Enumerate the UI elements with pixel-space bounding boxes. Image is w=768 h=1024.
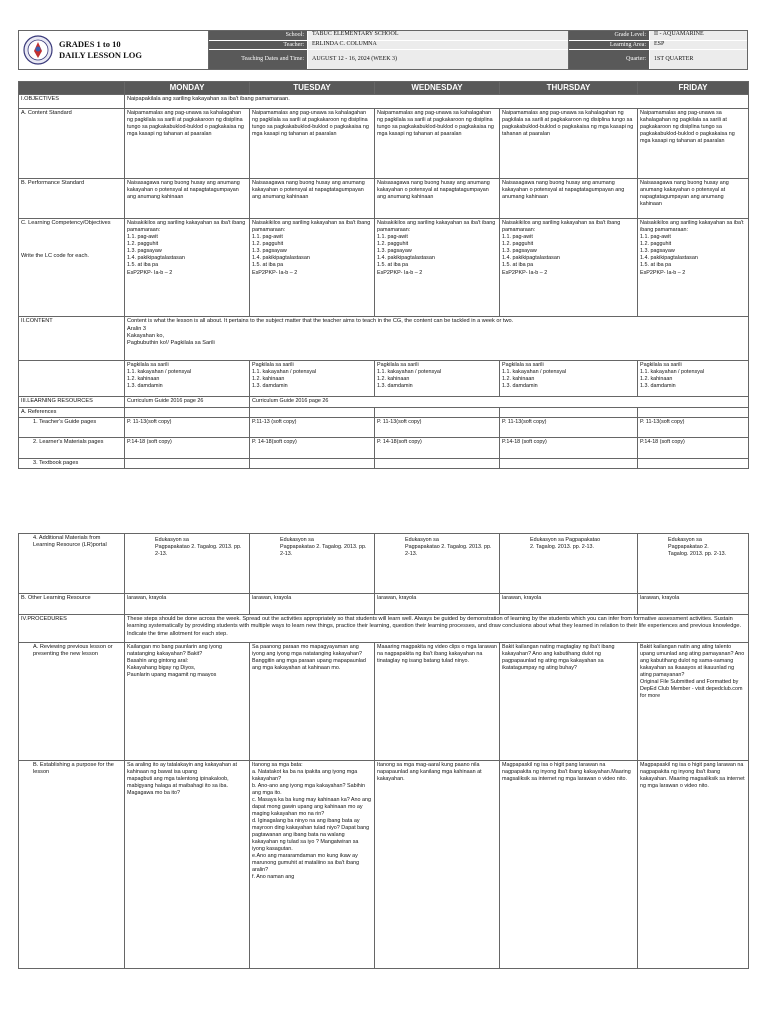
purpose-wednesday: Itanong sa mga mag-aaral kung paano nila napapaunlad ang kanilang mga kahinaan at kakayahan. [375, 761, 500, 969]
quarter-value: 1ST QUARTER [649, 50, 747, 69]
review-monday: Kailangan mo bang paunlarin ang iyong natatanging kakayahan? Bakit? Basahin ang gintong aral: Kakayahang bigay ng Diyos, Paunlarin upang magamit ng maayos [125, 643, 250, 761]
learning-resources-left: Curriculum Guide 2016 page 26 [125, 397, 250, 407]
learners-materials-wednesday: P. 14-18(soft copy) [375, 437, 500, 458]
additional-materials-label: 4. Additional Materials from Learning Resource (LR)portal [19, 534, 125, 594]
competency-sublabel: Write the LC code for each. [21, 252, 89, 259]
learners-materials-monday: P.14-18 (soft copy) [125, 437, 250, 458]
day-header-monday: MONDAY [125, 82, 250, 95]
content-standard-tuesday: Naipamamalas ang pag-unawa sa kahalagahan ng pagkilala sa sarili at pagkakaroon ng disiplina tungo sa pagkakabuklod-buklod o pagkakaisa ng mga kasapi ng tahanan at paaralan [250, 109, 375, 179]
day-header-wednesday: WEDNESDAY [375, 82, 500, 95]
other-resources-thursday: larawan, krayola [500, 594, 638, 615]
content-topics-row [19, 361, 749, 397]
other-resources-tuesday: larawan, krayola [250, 594, 375, 615]
learning-resources-label: III.LEARNING RESOURCES [19, 397, 125, 407]
additional-materials-tuesday: Edukasyon sa Pagpapakatao 2. Tagalog. 2013. pp. 2-13. [250, 534, 375, 594]
content-standard-label: A. Content Standard [19, 109, 125, 179]
header-school-block [209, 31, 569, 69]
log-header [18, 30, 748, 70]
objectives-text: Naipapakilala ang sariling kakayahan sa iba't ibang pamamaraan. [125, 95, 749, 109]
textbook-label: 3. Textbook pages [19, 458, 125, 468]
content-row [19, 317, 749, 361]
references-friday [638, 407, 749, 417]
lesson-table-2 [18, 533, 749, 969]
objectives-row [19, 95, 749, 109]
learning-resources-right: Curriculum Guide 2016 page 26 [250, 397, 749, 407]
review-thursday: Bakit kailangan nating magtaglay ng iba't ibang kakayahan? Ano ang kabutihang dulot ng pagpapaunlad ng ating mga kakayahan sa ikatatagumpay ng ating buhay? [500, 643, 638, 761]
purpose-thursday: Magpapaskil ng isa o higit pang larawan na nagpapakita ng inyong iba't ibang kakayahan.Maaring magsaliksik sa internet ng mga larawan o video nito. [500, 761, 638, 969]
area-label: Learning Area: [569, 41, 649, 50]
dates-value: AUGUST 12 - 16, 2024 (WEEK 3) [307, 50, 568, 69]
performance-standard-tuesday: Naisasagawa nang buong husay ang anumang kakayahan o potensyal at napagtatagumpayan ang anumang kahinaan [250, 179, 375, 219]
competency-label-cell [19, 219, 125, 317]
references-row [19, 407, 749, 417]
lesson-log-page-2 [18, 533, 748, 969]
content-standard-thursday: Naipamamalas ang pag-unawa sa kahalagahan ng pagkilala sa sarili at pagkakaroon ng disiplina tungo sa pagkakabuklod-buklod o pagkakaisa ng mga kasapi ng tahanan at paaralan [500, 109, 638, 179]
learners-materials-friday: P.14-18 (soft copy) [638, 437, 749, 458]
procedures-row [19, 615, 749, 643]
procedures-text: These steps should be done across the week. Spread out the activities appropriately so that students will learn well. Always be guided by demonstration of learning by the students which you can infer from formative assessment activities. Sustain learning systematically by providing students with multiple ways to learn new things, practice their learning, question their learning processes, and draw conclusions about what they learned in relation to their life experiences and previous knowledge. Indicate the time allotment for each step. [125, 615, 749, 643]
textbook-tuesday [250, 458, 375, 468]
teachers-guide-monday: P. 11-13(soft copy) [125, 417, 250, 437]
review-tuesday: Sa paanong paraan mo mapagyayaman ang iyong ang iyong mga natatanging kakayahan? Banggitin ang mga paraan upang mapapaunlad ang mga kakayahan at kahinaan mo. [250, 643, 375, 761]
performance-standard-monday: Naisasagawa nang buong husay ang anumang kakayahan o potensyal at napagtatagumpayan ang anumang kahinaan [125, 179, 250, 219]
content-standard-friday: Naipamamalas ang pag-unawa sa kahalagahan ng pagkilala sa sarili at pagkakaroon ng disiplina tungo sa pagkakabuklod-buklod o pagkakaisa ng mga kasapi ng tahanan at paaralan [638, 109, 749, 179]
performance-standard-friday: Naisasagawa nang buong husay ang anumang kakayahan o potensyal at napagtatagumpayan ang anumang kahinaan [638, 179, 749, 219]
day-header-friday: FRIDAY [638, 82, 749, 95]
content-topics-friday: Pagkilala sa sarili 1.1. kakayahan / potensyal 1.2. kahinaan 1.3. damdamin [638, 361, 749, 397]
references-label: A. References [19, 407, 125, 417]
header-title-line1: GRADES 1 to 10 [59, 38, 121, 49]
header-logo-cell [19, 31, 209, 69]
deped-seal-icon [23, 35, 53, 65]
textbook-monday [125, 458, 250, 468]
area-value: ESP [649, 41, 747, 50]
content-standard-wednesday: Naipamamalas ang pag-unawa sa kahalagahan ng pagkilala sa sarili at pagkakaroon ng disiplina tungo sa pagkakabuklod-buklod o pagkakaisa ng mga kasapi ng tahanan at paaralan [375, 109, 500, 179]
lesson-log-page-1 [18, 30, 748, 469]
learners-materials-thursday: P.14-18 (soft copy) [500, 437, 638, 458]
teacher-value: ERLINDA C. COLUMNA [307, 41, 568, 50]
competency-thursday: Naisakikilos ang sariling kakayahan sa iba't ibang pamamaraan: 1.1. pag-awit 1.2. pagguhit 1.3. pagsayaw 1.4. pakikipagtalastasan 1.5. at iba pa EsP2PKP- Ia-b – 2 [500, 219, 638, 317]
content-standard-monday: Naipamamalas ang pag-unawa sa kahalagahan ng pagkilala sa sarili at pagkakaroon ng disiplina tungo sa pagkakabuklod-buklod o pagkakaisa ng mga kasapi ng tahanan at paaralan [125, 109, 250, 179]
content-text: Content is what the lesson is all about. It pertains to the subject matter that the teacher aims to teach in the CG, the content can be tackled in a week or two. Aralin 3 Kakayahan ko, Pagbubuthin ko!/ Pagkilala sa Sarili [125, 317, 749, 361]
other-resources-label: B. Other Learning Resource [19, 594, 125, 615]
day-header-thursday: THURSDAY [500, 82, 638, 95]
teachers-guide-wednesday: P. 11-13(soft copy) [375, 417, 500, 437]
content-label: II.CONTENT [19, 317, 125, 361]
grade-label: Grade Level: [569, 31, 649, 40]
other-resources-row [19, 594, 749, 615]
content-topics-wednesday: Pagkilala sa sarili 1.1. kakayahan / potensyal 1.2. kahinaan 1.3. damdamin [375, 361, 500, 397]
content-standard-row [19, 109, 749, 179]
teachers-guide-label: 1. Teacher's Guide pages [19, 417, 125, 437]
references-tuesday [250, 407, 375, 417]
references-wednesday [375, 407, 500, 417]
competency-row [19, 219, 749, 317]
lesson-table-1 [18, 81, 749, 469]
purpose-row [19, 761, 749, 969]
content-topics-thursday: Pagkilala sa sarili 1.1. kakayahan / potensyal 1.2. kahinaan 1.3. damdamin [500, 361, 638, 397]
textbook-row [19, 458, 749, 468]
textbook-wednesday [375, 458, 500, 468]
teachers-guide-thursday: P. 11-13(soft copy) [500, 417, 638, 437]
learning-resources-row [19, 397, 749, 407]
purpose-label: B. Establishing a purpose for the lesson [19, 761, 125, 969]
other-resources-monday: larawan, krayola [125, 594, 250, 615]
teacher-label: Teacher: [209, 41, 307, 50]
learners-materials-label: 2. Learner's Materials pages [19, 437, 125, 458]
purpose-monday: Sa araling ito ay tatalakayin ang kakayahan at kahinaan ng bawat isa upang mapagbuti ang mga talentong ipinakaloob, mabigyang halaga at maibahagi ito sa iba. Magagawa mo ba ito? [125, 761, 250, 969]
review-label: A. Reviewing previous lesson or presenting the new lesson [19, 643, 125, 761]
teachers-guide-row [19, 417, 749, 437]
competency-friday: Naisakikilos ang sariling kakayahan sa iba't ibang pamamaraan: 1.1. pag-awit 1.2. pagguhit 1.3. pagsayaw 1.4. pakikipagtalastasan 1.5. at iba pa EsP2PKP- Ia-b – 2 [638, 219, 749, 317]
performance-standard-wednesday: Naisasagawa nang buong husay ang anumang kakayahan o potensyal at napagtatagumpayan ang anumang kahinaan [375, 179, 500, 219]
additional-materials-wednesday: Edukasyon sa Pagpapakatao 2. Tagalog. 2013. pp. 2-13. [375, 534, 500, 594]
additional-materials-friday: Edukasyon sa Pagpapakatao 2. Tagalog. 2013. pp. 2-13. [638, 534, 749, 594]
performance-standard-row [19, 179, 749, 219]
header-title-line2: DAILY LESSON LOG [59, 50, 142, 60]
school-label: School: [209, 31, 307, 40]
textbook-thursday [500, 458, 638, 468]
day-header-tuesday: TUESDAY [250, 82, 375, 95]
competency-wednesday: Naisakikilos ang sariling kakayahan sa iba't ibang pamamaraan: 1.1. pag-awit 1.2. pagguhit 1.3. pagsayaw 1.4. pakikipagtalastasan 1.5. at iba pa EsP2PKP- Ia-b – 2 [375, 219, 500, 317]
day-header-blank [19, 82, 125, 95]
school-value: TABUC ELEMENTARY SCHOOL [307, 31, 568, 40]
purpose-tuesday: Itanong sa mga bata: a. Natatakot ka ba na ipakita ang iyong mga kakayahan? b. Ano-ano ang iyong mga kakayahan? Sabihin ang mga ito. c. Masaya ka ba kung may kahinaan ka? Ano ang dapat mong gawin upang ang kahinaan mo ay maging kakayahan mo na rin? d. Iginagalang ba ninyo na ang ibang bata ay mayroon ding kakayahan tulad niyo? Dapat bang pagtawanan ang ibang bata na walang kakayahan ng tulad sa iyo ? Mangatwiran sa iyong kasagutan. e.Ano ang mararamdaman mo kung ikaw ay marunong gumuhit at mataliino sa iba't ibang aralin? f. Ano naman ang [250, 761, 375, 969]
content-topics-tuesday: Pagkilala sa sarili 1.1. kakayahan / potensyal 1.2. kahinaan 1.3. damdamin [250, 361, 375, 397]
grade-value: II - AQUAMARINE [649, 31, 747, 40]
review-friday: Bakit kailangan natin ang ating talento upang umunlad ang ating pamayanan? Ano ang kabutihang dulot ng sama-samang kakayahan sa ikaaayos at ikauunlad ng ating pamayanan? Original File Submitted and Formatted by DepEd Club Member - visit depedclub.com for more [638, 643, 749, 761]
other-resources-wednesday: larawan, krayola [375, 594, 500, 615]
competency-tuesday: Naisakikilos ang sariling kakayahan sa iba't ibang pamamaraan: 1.1. pag-awit 1.2. pagguhit 1.3. pagsayaw 1.4. pakikipagtalastasan 1.5. at iba pa EsP2PKP- Ia-b – 2 [250, 219, 375, 317]
competency-label: C. Learning Competency/Objectives [21, 220, 111, 227]
day-header-row [19, 82, 749, 95]
header-title [59, 39, 142, 62]
header-grade-block [569, 31, 747, 69]
additional-materials-row [19, 534, 749, 594]
procedures-label: IV.PROCEDURES [19, 615, 125, 643]
additional-materials-thursday: Edukasyon sa Pagpapakatao 2. Tagalog. 2013. pp. 2-13. [500, 534, 638, 594]
teachers-guide-tuesday: P.11-13 (soft copy) [250, 417, 375, 437]
competency-monday: Naisakikilos ang sariling kakayahan sa iba't ibang pamamaraan: 1.1. pag-awit 1.2. pagguhit 1.3. pagsayaw 1.4. pakikipagtalastasan 1.5. at iba pa EsP2PKP- Ia-b – 2 [125, 219, 250, 317]
other-resources-friday: larawan, krayola [638, 594, 749, 615]
review-wednesday: Maaaring magpakita ng video clips o mga larawan na nagpapakita ng iba't ibang kakayahan na tinataglay ng isang batang tulad ninyo. [375, 643, 500, 761]
additional-materials-monday: Edukasyon sa Pagpapakatao 2. Tagalog. 2013. pp. 2-13. [125, 534, 250, 594]
purpose-friday: Magpapaskil ng isa o higit pang larawan na nagpapakita ng inyong iba't ibang kakayahan. Maaring magsaliksik sa internet ng mga larawan o video nito. [638, 761, 749, 969]
teachers-guide-friday: P. 11-13(soft copy) [638, 417, 749, 437]
performance-standard-label: B. Performance Standard [19, 179, 125, 219]
textbook-friday [638, 458, 749, 468]
performance-standard-thursday: Naisasagawa nang buong husay ang anumang kakayahan o potensyal at napagtatagumpayan ang anumang kahinaan [500, 179, 638, 219]
references-monday [125, 407, 250, 417]
learners-materials-row [19, 437, 749, 458]
objectives-label: I.OBJECTIVES [19, 95, 125, 109]
learners-materials-tuesday: P. 14-18(soft copy) [250, 437, 375, 458]
content-topics-monday: Pagkilala sa sarili 1.1. kakayahan / potensyal 1.2. kahinaan 1.3. damdamin [125, 361, 250, 397]
content-topics-blank [19, 361, 125, 397]
review-row [19, 643, 749, 761]
references-thursday [500, 407, 638, 417]
dates-label: Teaching Dates and Time: [209, 50, 307, 69]
quarter-label: Quarter: [569, 50, 649, 69]
